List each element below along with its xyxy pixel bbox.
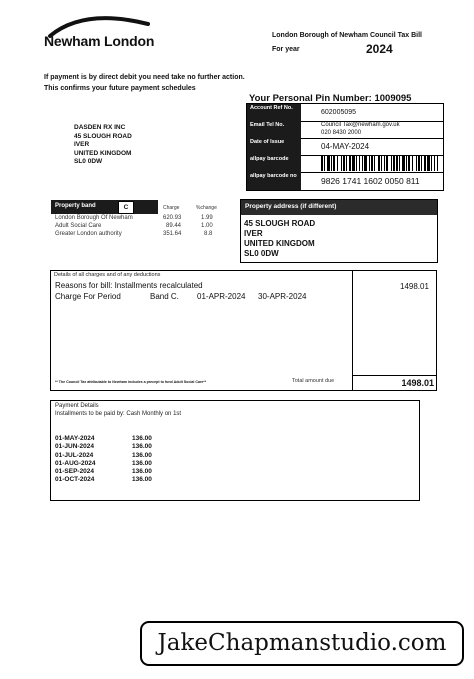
- installment-date: 01-AUG-2024: [55, 459, 96, 467]
- barcode-stripe: [337, 156, 338, 171]
- barcode-stripe: [343, 156, 345, 171]
- charge-period-label: Charge For Period: [55, 292, 121, 301]
- barcode-stripe: [369, 156, 370, 171]
- contact-label: Email Tel No.: [247, 121, 301, 138]
- barcode-stripe: [341, 156, 342, 171]
- payment-method: Installments to be paid by: Cash Monthly on 1st: [55, 411, 182, 417]
- barcode-stripe: [418, 156, 420, 171]
- barcode-stripe: [371, 156, 373, 171]
- address-line: IVER: [244, 229, 263, 238]
- address-line: 45 SLOUGH ROAD: [74, 132, 132, 140]
- barcode-stripe: [406, 156, 407, 171]
- address-line: 45 SLOUGH ROAD: [244, 219, 316, 228]
- barcode-stripe: [321, 156, 323, 171]
- precept-table: [55, 215, 233, 239]
- total-amount: 1498.01: [401, 378, 434, 388]
- period-from: 01-APR-2024: [197, 292, 246, 301]
- charge-amount: 1498.01: [400, 282, 429, 291]
- property-address-header: Property address (if different): [241, 200, 437, 215]
- property-band-label: Property band: [55, 203, 96, 209]
- charges-panel: [50, 270, 437, 391]
- issue-date-row: [247, 138, 443, 156]
- installment-date: 01-SEP-2024: [55, 468, 95, 476]
- barcode-stripe: [437, 156, 438, 171]
- precept-row: [55, 223, 233, 231]
- barcode-stripe: [391, 156, 392, 171]
- address-line: SL0 0DW: [244, 249, 279, 258]
- installment-amount: 136.00: [132, 468, 152, 476]
- barcode-row: [247, 155, 443, 173]
- precept-change: 1.00: [201, 223, 213, 229]
- barcode-stripe: [431, 156, 432, 171]
- barcode-stripe: [386, 156, 388, 171]
- precept-name: London Borough Of Newham: [55, 215, 133, 221]
- precept-row: [55, 231, 233, 239]
- watermark-stamp: JakeChapmanstudio.com: [140, 621, 464, 666]
- barcode-stripe: [359, 156, 360, 171]
- address-line: UNITED KINGDOM: [74, 149, 132, 157]
- installment-amount: 136.00: [132, 451, 152, 459]
- barcode-stripe: [412, 156, 413, 171]
- precept-name: Greater London authority: [55, 231, 122, 237]
- property-band-value: C: [118, 201, 134, 214]
- barcode-stripe: [346, 156, 347, 171]
- precept-row: [55, 215, 233, 223]
- charges-caption: Details of all charges and of any deductions: [54, 272, 161, 278]
- precept-charge: 620.93: [163, 215, 182, 221]
- barcode-stripe: [374, 156, 375, 171]
- precept-change: 8.8: [204, 231, 213, 237]
- barcode-stripe: [333, 156, 335, 171]
- barcode-number-value: 9826 1741 1602 0050 811: [321, 176, 420, 186]
- recipient-address: [74, 124, 132, 167]
- barcode-stripe: [331, 156, 332, 171]
- barcode-stripe: [384, 156, 385, 171]
- barcode-stripe: [396, 156, 398, 171]
- account-ref-label: Account Ref No.: [247, 104, 301, 121]
- payment-caption: Payment Details: [55, 403, 99, 409]
- barcode-stripe: [352, 156, 355, 171]
- precept-change: 1.99: [201, 215, 213, 221]
- bill-reason: Reasons for bill: Installments recalculated: [55, 281, 203, 290]
- logo-text: Newham London: [44, 33, 155, 49]
- pin-number: 1009095: [374, 93, 412, 104]
- installment-amount: 136.00: [132, 443, 152, 451]
- barcode-stripe: [381, 156, 382, 171]
- barcode-number-row: [247, 172, 443, 190]
- barcode-label: allpay barcode: [247, 155, 301, 172]
- barcode-stripe: [364, 156, 367, 171]
- barcode-stripe: [427, 156, 430, 171]
- charge-column-header: Charge: [163, 205, 180, 211]
- barcode-stripe: [402, 156, 405, 171]
- contact-row: [247, 121, 443, 139]
- allpay-barcode: [321, 156, 439, 171]
- barcode-stripe: [393, 156, 395, 171]
- address-line: IVER: [74, 141, 90, 149]
- charge-band: Band C.: [150, 292, 179, 301]
- property-address-panel: [240, 199, 438, 263]
- barcode-stripe: [399, 156, 400, 171]
- precept-name: Adult Social Care: [55, 223, 102, 229]
- direct-debit-note: If payment is by direct debit you need take no further action. This confirms your future payment schedules: [44, 74, 245, 92]
- pin-title-label: Your Personal Pin Number:: [249, 93, 372, 104]
- address-line: SL0 0DW: [74, 158, 103, 166]
- period-to: 30-APR-2024: [258, 292, 307, 301]
- address-line: UNITED KINGDOM: [244, 239, 315, 248]
- contact-value: Council Tax@newham.gov.uk 020 8430 2000: [321, 122, 400, 136]
- issue-date-value: 04-MAY-2024: [321, 142, 370, 151]
- total-box: [352, 375, 436, 390]
- issue-date-label: Date of Issue: [247, 138, 301, 155]
- barcode-stripe: [416, 156, 417, 171]
- barcode-stripe: [421, 156, 422, 171]
- installment-amount: 136.00: [132, 459, 152, 467]
- installment-date: 01-JUL-2024: [55, 451, 94, 459]
- installment-amount: 136.00: [132, 435, 152, 442]
- account-details-panel: [246, 103, 444, 191]
- property-band-panel: [51, 200, 236, 244]
- barcode-stripe: [349, 156, 351, 171]
- installment-date: 01-OCT-2024: [55, 476, 95, 484]
- bill-year: 2024: [366, 42, 393, 56]
- property-address-lines: [244, 219, 315, 259]
- barcode-stripe: [378, 156, 380, 171]
- year-label: For year: [272, 46, 300, 53]
- barcode-stripe: [327, 156, 330, 171]
- account-ref-row: [247, 104, 443, 122]
- adult-social-care-footnote: ** The Council Tax attributable to Newham includes a precept to fund Adult Social Care**: [55, 380, 207, 384]
- charges-divider: [352, 271, 353, 383]
- barcode-stripe: [408, 156, 410, 171]
- barcode-stripe: [424, 156, 426, 171]
- precept-charge: 351.64: [163, 231, 182, 237]
- property-band-header: [51, 200, 158, 214]
- barcode-stripe: [324, 156, 325, 171]
- change-column-header: %change: [196, 205, 217, 211]
- barcode-stripe: [362, 156, 363, 171]
- payment-details-panel: [50, 400, 420, 501]
- account-ref-value: 602005095: [321, 109, 357, 116]
- barcode-number-label: allpay barcode no: [247, 172, 301, 190]
- council-title: London Borough of Newham Council Tax Bill: [272, 32, 422, 39]
- precept-charge: 89.44: [166, 223, 182, 229]
- installment-date: 01-JUN-2024: [55, 443, 95, 451]
- installment-date: 01-MAY-2024: [55, 435, 95, 442]
- address-line: DASDEN RX INC: [74, 124, 126, 131]
- barcode-stripe: [356, 156, 357, 171]
- total-label: Total amount due: [292, 378, 335, 384]
- barcode-stripe: [434, 156, 435, 171]
- installment-amount: 136.00: [132, 476, 152, 484]
